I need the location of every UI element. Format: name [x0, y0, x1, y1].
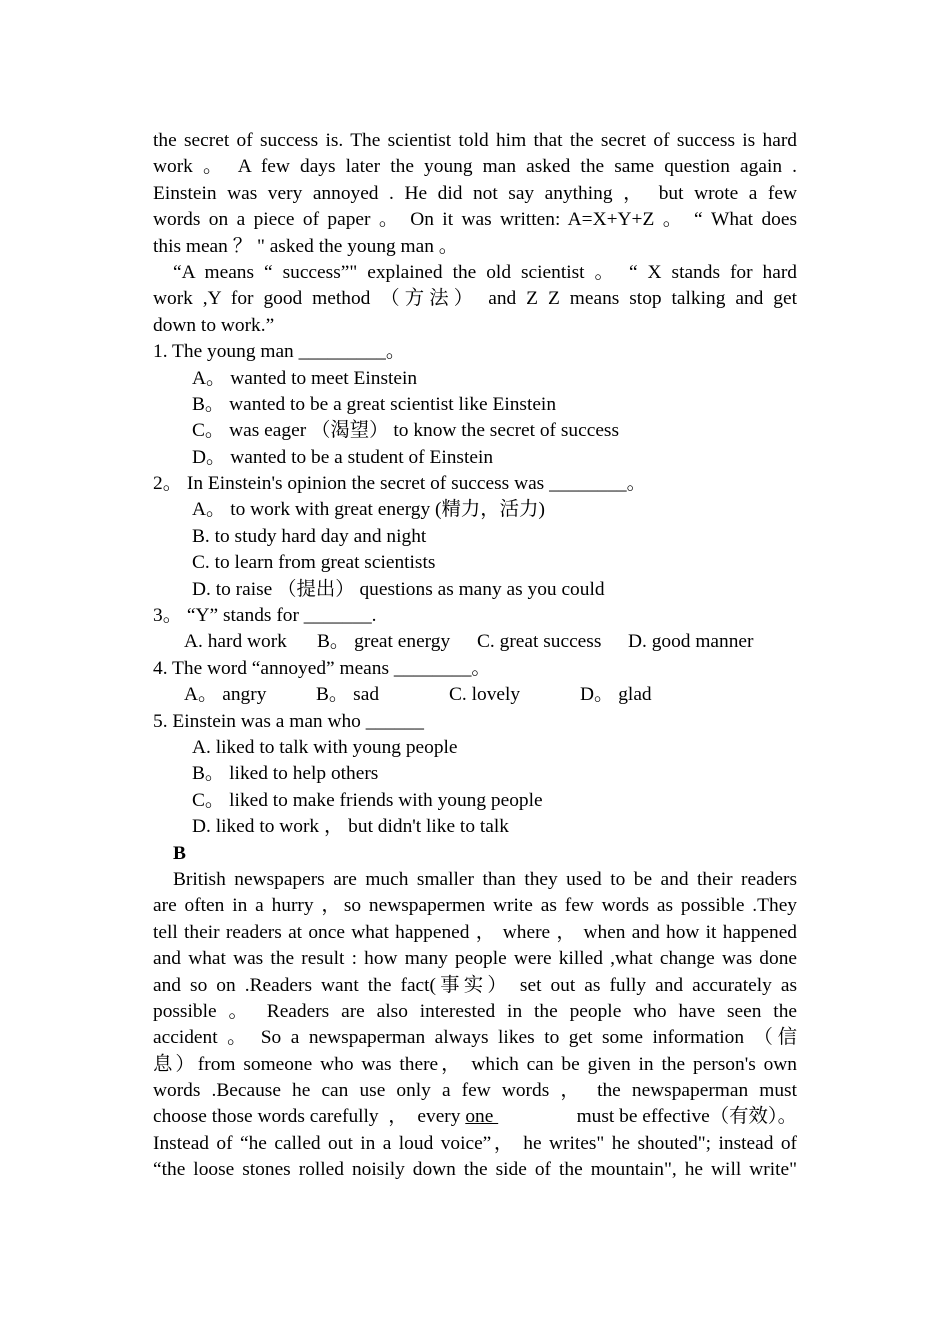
underlined-word-one: one	[465, 1106, 499, 1128]
question-1-option-d: D。 wanted to be a student of Einstein	[192, 446, 494, 468]
question-3-options	[153, 629, 797, 655]
passage-b-line-10-part-1: choose those words carefully ， every	[153, 1106, 466, 1128]
passage-b-line-8: 息）from someone who was there， which can be given in the person's own	[153, 1053, 797, 1075]
question-2-option-d: D. to raise （提出） questions as many as you could	[192, 578, 605, 600]
question-4-stem: 4. The word “annoyed” means ________。	[153, 657, 491, 679]
question-3-option-d: D. good manner	[628, 631, 754, 653]
question-2-stem: 2。 In Einstein's opinion the secret of success was ________。	[153, 473, 647, 495]
passage-b-line-12: “the loose stones rolled noisily down the side of the mountain", he will write"	[153, 1159, 797, 1181]
question-5-option-d: D. liked to work ， but didn't like to talk	[192, 816, 509, 838]
passage-a-line-4: words on a piece of paper 。 On it was written: A=X+Y+Z 。 “ What does	[153, 209, 797, 231]
passage-a-line-5: this mean ？ " asked the young man 。	[153, 235, 459, 257]
section-b-heading: B	[173, 842, 186, 864]
question-5-stem: 5. Einstein was a man who ______	[153, 710, 424, 732]
passage-b-line-3: tell their readers at once what happened ， where ， when and how it happened	[153, 921, 797, 943]
question-1-option-b: B。 wanted to be a great scientist like Einstein	[192, 393, 557, 415]
question-3-option-c: C. great success	[477, 631, 602, 653]
passage-b-line-7: accident 。 So a newspaperman always likes to get some information （信	[153, 1027, 797, 1049]
question-3-option-a: A. hard work	[184, 631, 287, 653]
passage-b-line-2: are often in a hurry ，so newspapermen write as few words as possible .They	[153, 895, 797, 917]
document-page	[153, 128, 797, 1184]
question-4-option-d: D。 glad	[580, 684, 652, 706]
passage-b-line-5: and so on .Readers want the fact(事实） set out as fully and accurately as	[153, 974, 797, 996]
question-2-option-b: B. to study hard day and night	[192, 525, 427, 547]
passage-b-line-10-part-2: must be effective（有效）。	[576, 1106, 797, 1128]
passage-b-line-1: British newspapers are much smaller than they used to be and their readers	[173, 868, 797, 890]
passage-b-line-10	[153, 1104, 797, 1130]
passage-a-line-1: the secret of success is. The scientist told him that the secret of success is hard	[153, 130, 797, 151]
passage-a-line-2: work 。 A few days later the young man asked the same question again .	[153, 156, 797, 178]
question-1-option-c: C。 was eager （渴望） to know the secret of success	[192, 420, 620, 442]
question-4-option-a: A。 angry	[184, 684, 267, 706]
question-2-option-a: A。 to work with great energy (精力，活力)	[192, 499, 545, 521]
question-5-option-a: A. liked to talk with young people	[192, 736, 458, 758]
question-2-option-c: C. to learn from great scientists	[192, 552, 436, 574]
passage-b-line-4: and what was the result : how many people were killed ,what change was done	[153, 948, 797, 970]
question-4-options	[153, 682, 797, 708]
question-5-option-b: B。 liked to help others	[192, 763, 379, 785]
question-3-option-b: B。 great energy	[317, 631, 451, 653]
passage-a-line-3: Einstein was very annoyed . He did not say anything ， but wrote a few	[153, 182, 797, 204]
passage-b-line-9: words .Because he can use only a few words ， the newspaperman must	[153, 1080, 797, 1102]
question-5-option-c: C。 liked to make friends with young people	[192, 789, 543, 811]
question-3-stem: 3。 “Y” stands for _______.	[153, 605, 377, 627]
passage-b-line-11: Instead of “he called out in a loud voice”， he writes" he shouted"; instead of	[153, 1132, 797, 1154]
question-1-stem: 1. The young man _________。	[153, 341, 406, 363]
passage-a-line-6: “A means “ success”" explained the old scientist 。 “ X stands for hard	[173, 261, 797, 283]
question-4-option-c: C. lovely	[449, 684, 521, 706]
question-1-option-a: A。 wanted to meet Einstein	[192, 367, 418, 389]
passage-a-line-7: work ,Y for good method （方法） and Z Z means stop talking and get	[153, 288, 797, 310]
passage-a-line-8: down to work.”	[153, 314, 275, 336]
passage-b-line-6: possible 。 Readers are also interested in the people who have seen the	[153, 1000, 797, 1022]
question-4-option-b: B。 sad	[316, 684, 380, 706]
